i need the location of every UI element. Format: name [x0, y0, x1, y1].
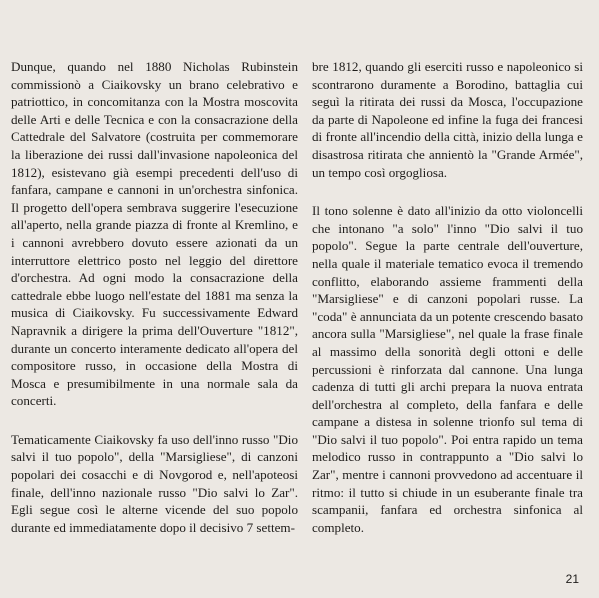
- right-column: [312, 58, 583, 557]
- paragraph: Tematicamente Ciaikovsky fa uso dell'inno russo "Dio salvi il tuo popolo", della "Marsigliese", di canzoni popolari dei cosacchi e di Novgorod e, nell'apoteosi finale, dell'inno nazionale russo "Dio salvi lo Zar". Egli segue così le alterne vicende del suo popolo durante ed immediatamente dopo il decisivo 7 settem-: [11, 431, 298, 535]
- left-column: [11, 58, 298, 557]
- paragraph: Il tono solenne è dato all'inizio da otto violoncelli che intonano "a solo" l'inno "Dio salvi il tuo popolo". Segue la parte centrale dell'ouverture, nella quale il materiale tematico evoca il tremendo conflitto, elaborando assieme frammenti della "Marsigliese" e di canzoni popolari russe. La "coda" è annunciata da un potente crescendo basato ancora sulla "Marsigliese", nel quale la frase finale al massimo della sonorità degli ottoni e delle percussioni è rinforzata dal cannone. Una lunga cadenza di tutti gli archi prepara la nuova entrata dell'orchestra al completo, della fanfara e delle campane a distesa in solenne trionfo sul tema di "Dio salvi il tuo popolo". Poi entra rapido un tema melodico russo in contrappunto a "Dio salvi lo Zar", mentre i cannoni provvedono ad accentuare il ritmo: il tutto si chiude in un esuberante finale tra scampanii, fanfara ed orchestra sinfonica al completo.: [312, 203, 583, 535]
- paragraph: Dunque, quando nel 1880 Nicholas Rubinstein commissionò a Ciaikovsky un brano celebrativo e patriottico, in concomitanza con la Mostra moscovita delle Arti e delle Tecnica e con la consacrazione della Cattedrale del Salvatore (costruita per commemorare la liberazione dei russi dall'invasione napoleonica del 1812), esistevano già esempi precedenti dell'uso di fanfara, campane e cannoni in un'orchestra sinfonica. Il progetto dell'opera sembrava suggerire l'esecuzione all'aperto, nella grande piazza di fronte al Kremlino, e i cannoni avrebbero dovuto essere azionati da un interruttore elettrico posto nel leggio del direttore d'orchestra. Ad ogni modo la consacrazione della cattedrale ebbe luogo nell'estate del 1881 ma senza la musica di Ciaikovsky. Fu successivamente Edward Napravnik a dirigere la prima dell'Ouverture "1812", durante un concerto interamente dedicato all'opera del compositore russo, in occasione della Mostra di Mosca e presumibilmente in una normale sala da concerti.: [11, 59, 298, 409]
- paragraph: bre 1812, quando gli eserciti russo e napoleonico si scontrarono duramente a Borodino, battaglia cui seguì la ritirata dei russi da Mosca, l'occupazione da parte di Napoleone ed infine la fuga dei francesi di fronte all'incendio della città, inizio della lunga e disastrosa ritirata che annientò la "Grande Armée", un tempo così orgogliosa.: [312, 59, 583, 180]
- page-number: 21: [565, 572, 579, 586]
